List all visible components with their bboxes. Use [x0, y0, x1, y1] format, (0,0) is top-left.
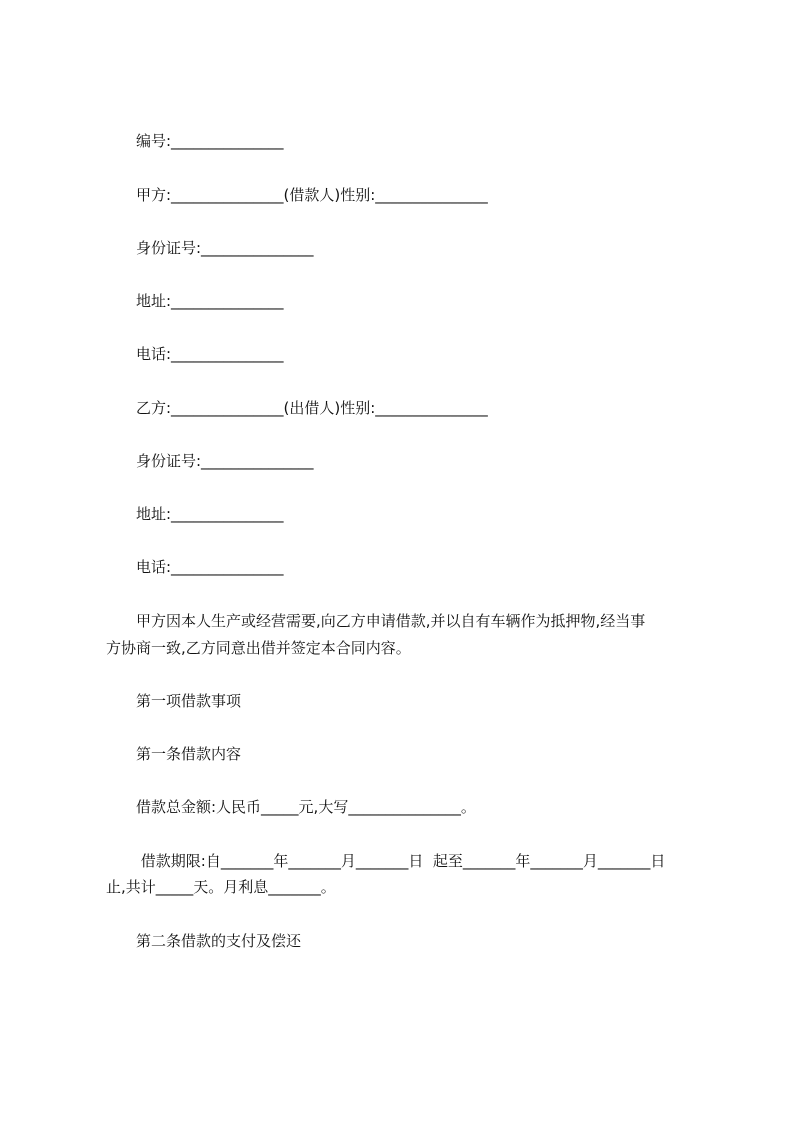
party-a-phone-field: 电话:_______________ — [136, 345, 284, 363]
loan-period-line2: 止,共计_____天。月利息_______。 — [106, 878, 336, 896]
party-a-address-field: 地址:_______________ — [136, 292, 284, 310]
intro-paragraph-line2: 方协商一致,乙方同意出借并签定本合同内容。 — [106, 639, 411, 657]
party-b-phone-field: 电话:_______________ — [136, 558, 284, 576]
section-1-title: 第一项借款事项 — [136, 692, 242, 710]
party-b-id-field: 身份证号:_______________ — [136, 452, 314, 470]
loan-amount-line: 借款总金额:人民币_____元,大写_______________。 — [136, 798, 476, 816]
intro-paragraph-line1: 甲方因本人生产或经营需要,向乙方申请借款,并以自有车辆作为抵押物,经当事 — [136, 612, 646, 630]
article-1-title: 第一条借款内容 — [136, 745, 242, 763]
contract-number-field: 编号:_______________ — [136, 132, 284, 150]
loan-period-line1: 借款期限:自_______年_______月_______日 起至_______年_______月_______日 — [136, 852, 666, 870]
party-a-field: 甲方:_______________(借款人)性别:_______________ — [136, 186, 488, 204]
party-b-address-field: 地址:_______________ — [136, 505, 284, 523]
party-b-field: 乙方:_______________(出借人)性别:_______________ — [136, 399, 488, 417]
party-a-id-field: 身份证号:_______________ — [136, 239, 314, 257]
article-2-title: 第二条借款的支付及偿还 — [136, 932, 302, 950]
